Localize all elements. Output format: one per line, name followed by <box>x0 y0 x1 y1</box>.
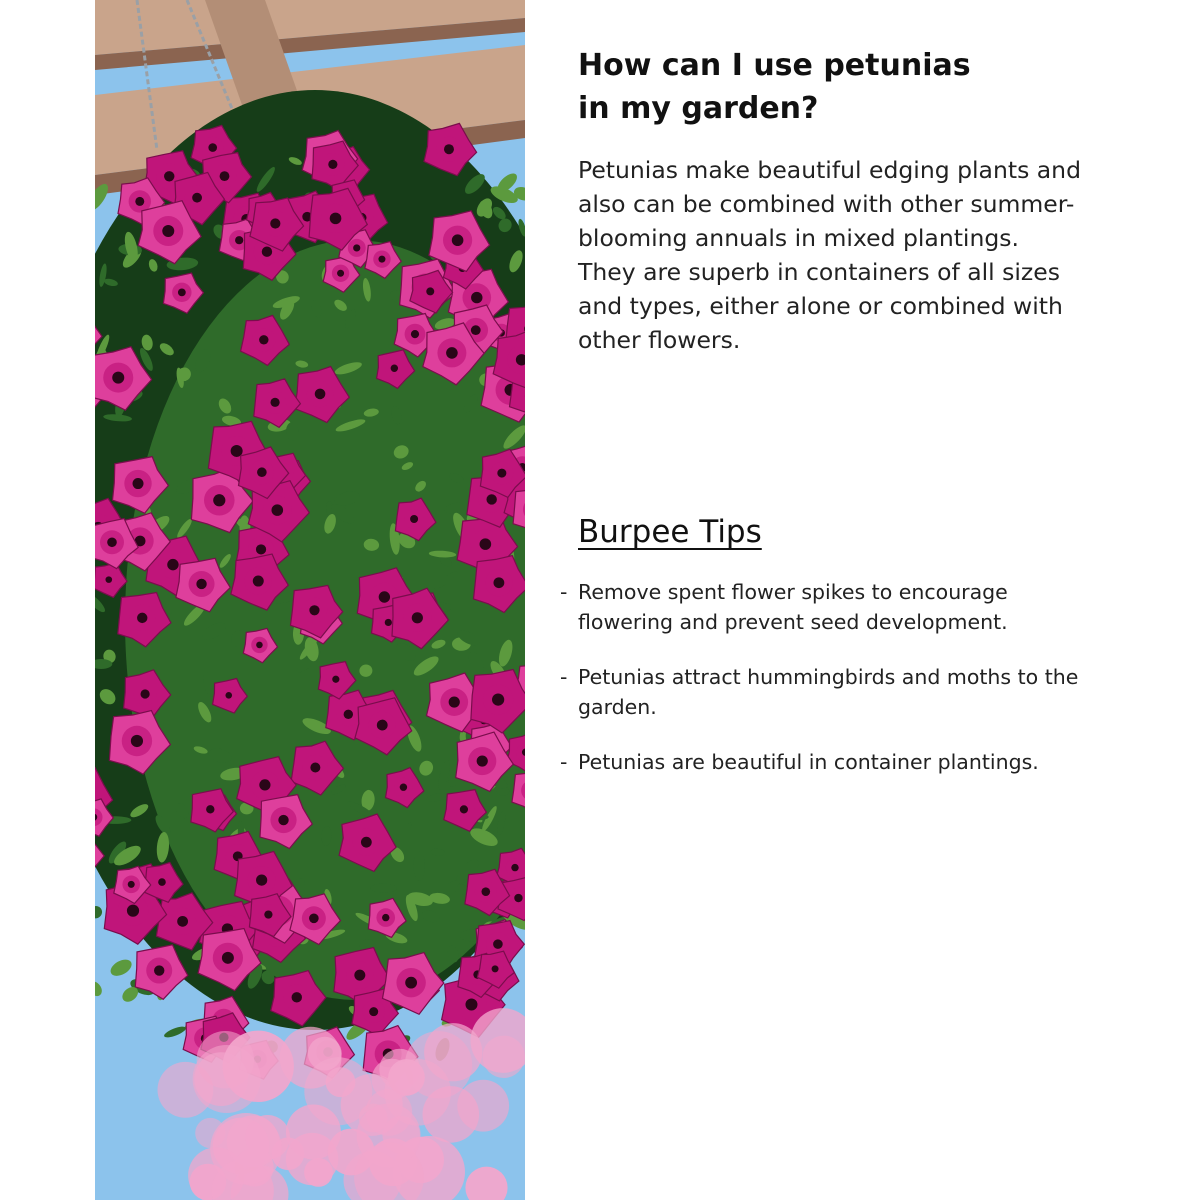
blurred-background-flower <box>280 1027 342 1089</box>
tip-bullet: - <box>560 665 568 689</box>
blurred-background-flower <box>227 1115 279 1167</box>
blurred-background-flower <box>384 1059 451 1126</box>
tip-text: Petunias are beautiful in container plantings. <box>578 750 1039 774</box>
hanging-basket-image <box>95 0 525 1200</box>
page-title: How can I use petunias in my garden? <box>578 48 971 126</box>
tip-text: Petunias attract hummingbirds and moths to the garden. <box>578 665 1079 719</box>
intro-paragraph: Petunias make beautiful edging plants and also can be combined with other summer-blooming annuals in mixed plantings. They are superb in containers of all sizes and types, either alone or combined with other flowers. <box>578 156 1081 354</box>
tip-text: Remove spent flower spikes to encourage flowering and prevent seed development. <box>578 580 1008 634</box>
tips-list <box>560 577 1100 802</box>
blurred-background-flower <box>457 1080 509 1132</box>
tip-bullet: - <box>560 750 568 774</box>
tip-item <box>560 577 1100 637</box>
info-column <box>560 0 1180 1200</box>
tip-item <box>560 747 1100 777</box>
tips-heading: Burpee Tips <box>578 514 762 550</box>
petunia-photo <box>95 0 525 1200</box>
leaf <box>370 884 397 893</box>
blurred-background-flower <box>304 1158 333 1187</box>
tip-item <box>560 662 1100 722</box>
tip-bullet: - <box>560 580 568 604</box>
